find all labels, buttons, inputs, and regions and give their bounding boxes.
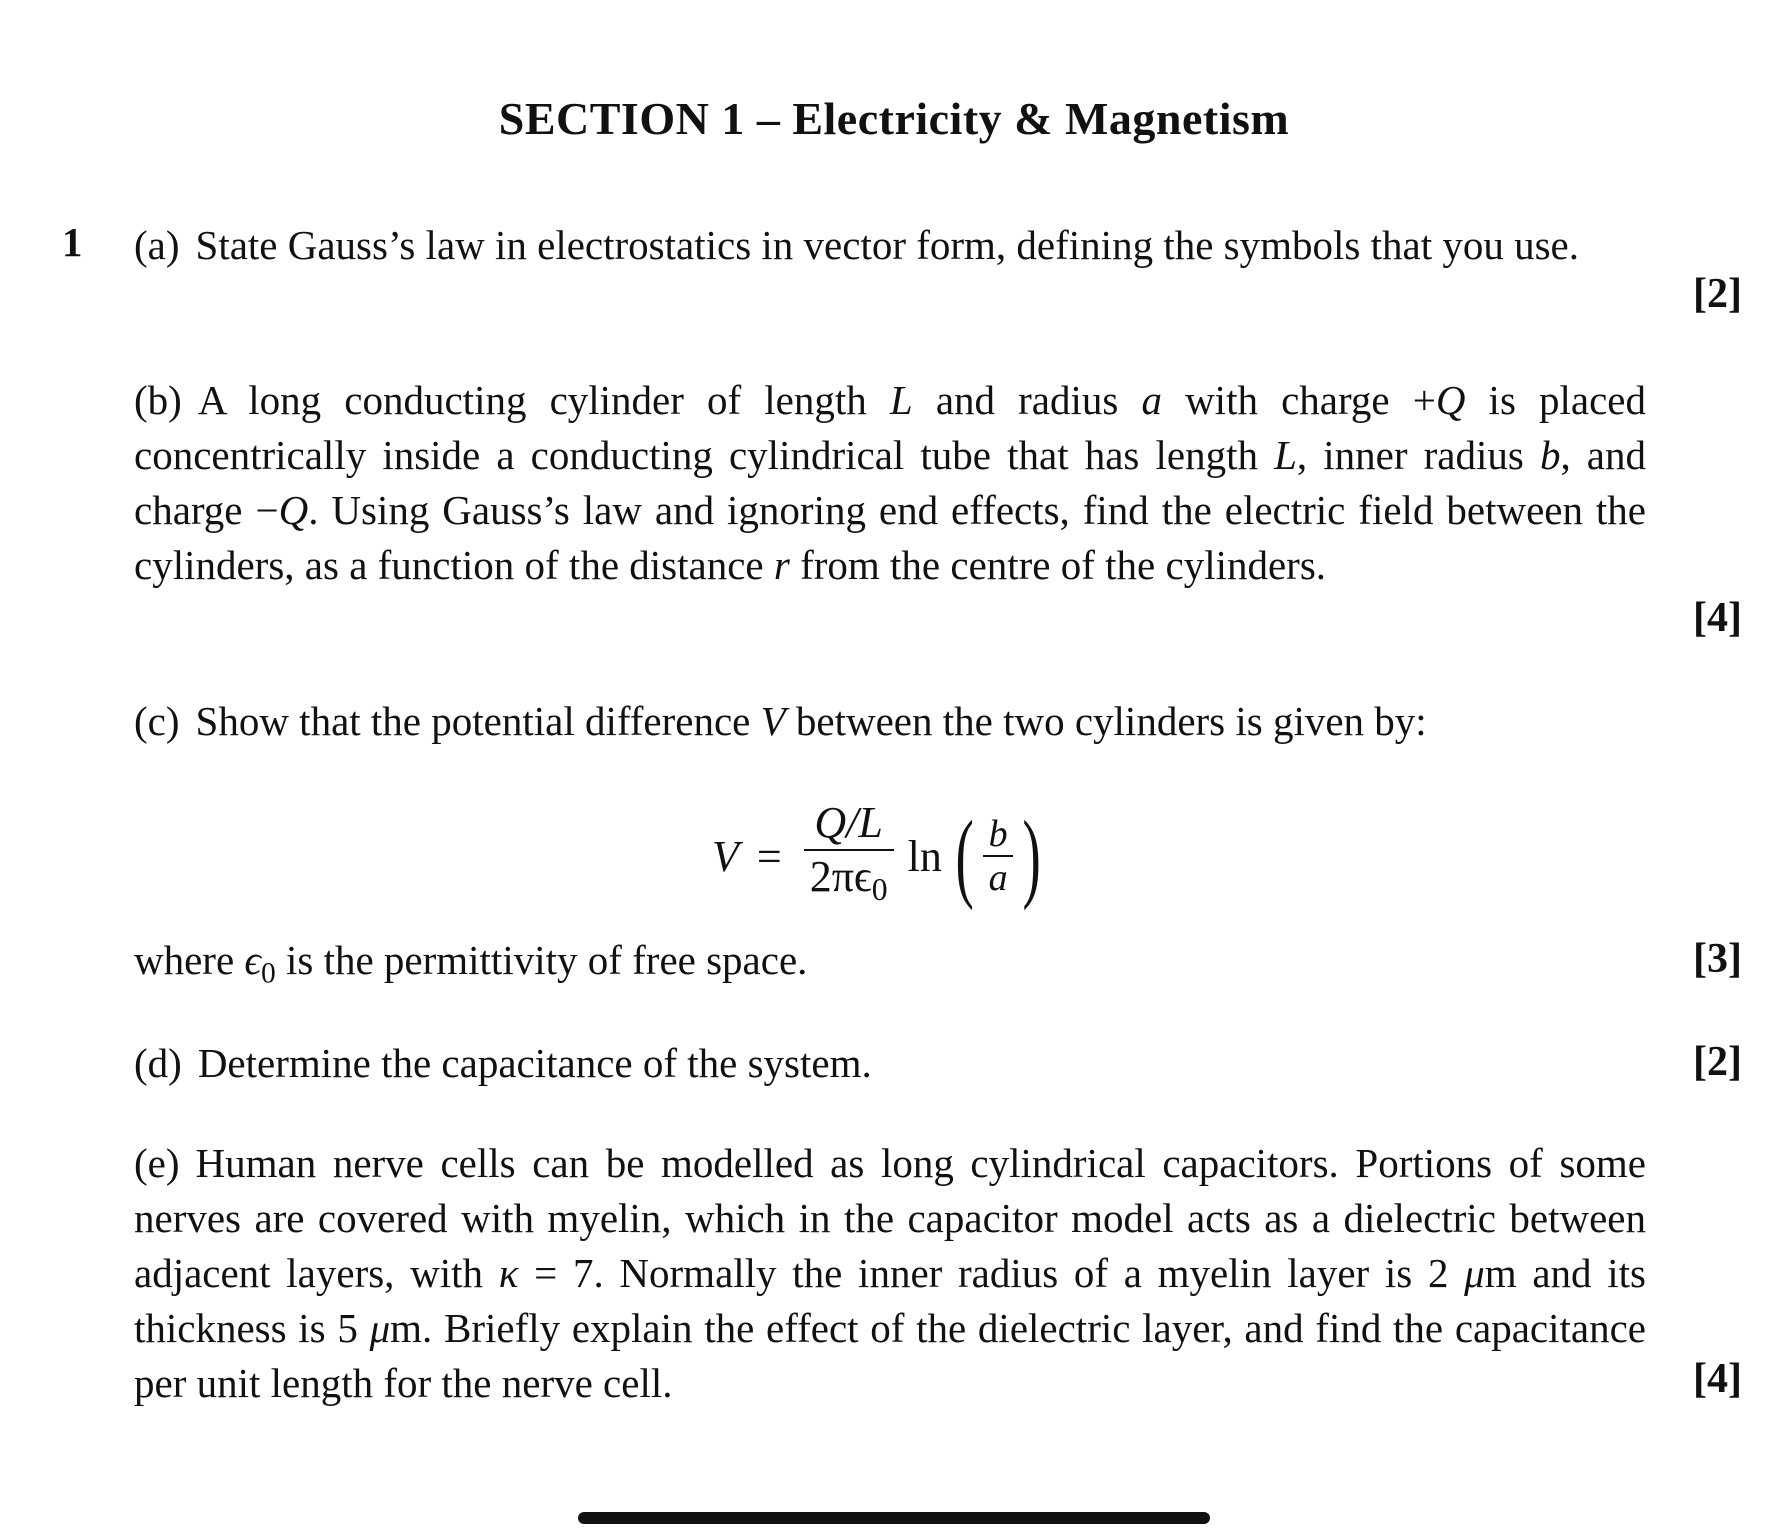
formula-fraction xyxy=(804,799,894,914)
home-indicator[interactable] xyxy=(578,1512,1210,1524)
part-b-text: with charge + xyxy=(1161,377,1436,423)
math-var: Q xyxy=(1435,377,1466,423)
part-d-mark: [2] xyxy=(1693,1039,1742,1085)
math-var: ϵ xyxy=(244,937,261,983)
math-var: a xyxy=(1141,377,1162,423)
formula-numerator: Q/L xyxy=(814,797,883,847)
part-e-text: Human nerve cells can be modelled as long cylindrical capacitors. Portions of some nerves are covered with myelin, which in the capacitor model acts as a dielectric between adjacent layers, with xyxy=(134,1140,1646,1296)
part-c-where xyxy=(134,933,1646,1001)
math-var: κ xyxy=(498,1250,519,1296)
part-a xyxy=(134,218,1646,273)
part-b-text: , inner radius xyxy=(1296,432,1540,478)
part-b-label: (b) xyxy=(134,377,182,423)
potential-formula xyxy=(712,796,1048,916)
formula-inner-fraction xyxy=(983,813,1013,899)
left-paren: ( xyxy=(955,800,974,911)
part-c-text: where xyxy=(134,937,245,983)
math-var: μ xyxy=(1464,1250,1485,1296)
math-var: L xyxy=(889,377,913,423)
math-var: r xyxy=(773,542,790,588)
part-b-text: , and charge − xyxy=(134,432,1647,533)
part-d xyxy=(134,1036,1646,1091)
part-b xyxy=(134,373,1646,593)
formula-ln: ln xyxy=(907,831,942,881)
denominator-subscript: 0 xyxy=(871,871,888,907)
part-e-label: (e) xyxy=(134,1140,180,1186)
part-e-text: m and its thickness is 5 xyxy=(134,1250,1646,1351)
part-e-text: = 7. Normally the inner radius of a myelin layer is 2 xyxy=(518,1250,1465,1296)
part-b-mark: [4] xyxy=(1693,595,1742,641)
part-c xyxy=(134,694,1646,749)
part-e-mark: [4] xyxy=(1693,1356,1742,1402)
part-d-text: Determine the capacitance of the system. xyxy=(197,1040,872,1086)
part-d-label: (d) xyxy=(134,1040,182,1086)
inner-numerator: b xyxy=(988,813,1008,855)
inner-denominator: a xyxy=(988,857,1008,899)
part-c-text: is the permittivity of free space. xyxy=(275,937,808,983)
epsilon-subscript: 0 xyxy=(260,957,276,990)
part-b-text: A long conducting cylinder of length xyxy=(197,377,890,423)
part-c-text: between the two cylinders is given by: xyxy=(785,698,1427,744)
math-var: V xyxy=(760,698,786,744)
part-e xyxy=(134,1136,1646,1411)
math-var: b xyxy=(1539,432,1561,478)
part-b-text: and radius xyxy=(912,377,1142,423)
part-a-mark: [2] xyxy=(1693,271,1742,317)
question-number: 1 xyxy=(62,219,83,265)
formula-lhs: V xyxy=(712,831,739,881)
math-var: μ xyxy=(369,1305,391,1351)
right-paren: ) xyxy=(1022,800,1041,911)
formula-equals: = xyxy=(756,831,782,881)
math-var: L xyxy=(1274,432,1297,478)
part-a-text: State Gauss’s law in electrostatics in vector form, defining the symbols that you use. xyxy=(195,222,1579,268)
math-var: Q xyxy=(278,487,309,533)
formula-denominator xyxy=(804,851,894,914)
part-b-text: . Using Gauss’s law and ignoring end effects, find the electric field between the cylinders, as a function of the distance xyxy=(134,487,1646,588)
part-c-mark: [3] xyxy=(1693,936,1742,982)
part-c-text: Show that the potential difference xyxy=(195,698,761,744)
part-b-text: is placed concentrically inside a conducting cylindrical tube that has length xyxy=(134,377,1646,478)
part-e-text: m. Briefly explain the effect of the dielectric layer, and find the capacitance per unit length for the nerve cell. xyxy=(134,1305,1647,1406)
section-title: SECTION 1 – Electricity & Magnetism xyxy=(498,93,1290,144)
part-b-text: from the centre of the cylinders. xyxy=(789,542,1327,588)
denominator-text: 2πϵ xyxy=(809,851,872,901)
part-c-label: (c) xyxy=(134,698,180,744)
part-a-label: (a) xyxy=(134,222,180,268)
